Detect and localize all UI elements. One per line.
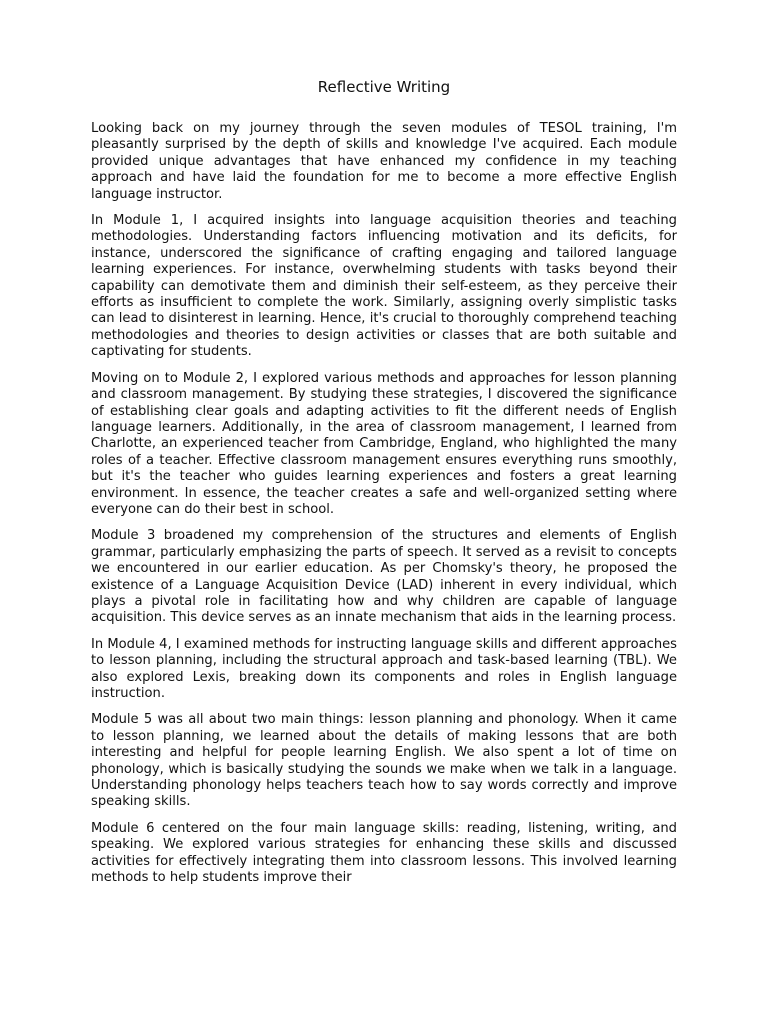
paragraph-module-5: Module 5 was all about two main things: lesson planning and phonology. When it came to lesson planning, we learned about the details of making lessons that are both interesting and helpful for people learning English. We also spent a lot of time on phonology, which is basically studying the sounds we make when we talk in a language. Understanding phonology helps teachers teach how to say words correctly and improve speaking skills. xyxy=(91,712,677,810)
paragraph-module-6: Module 6 centered on the four main language skills: reading, listening, writing, and speaking. We explored various strategies for enhancing these skills and discussed activities for effectively integrating them into classroom lessons. This involved learning methods to help students improve their xyxy=(91,820,677,886)
paragraph-intro: Looking back on my journey through the seven modules of TESOL training, I'm pleasantly surprised by the depth of skills and knowledge I've acquired. Each module provided unique advantages that have enhanced my confidence in my teaching approach and have laid the foundation for me to become a more effective English language instructor. xyxy=(91,121,677,202)
paragraph-module-1: In Module 1, I acquired insights into language acquisition theories and teaching methodologies. Understanding factors influencing motivation and its deficits, for instance, underscored the significance of crafting engaging and tailored language learning experiences. For instance, overwhelming students with tasks beyond their capability can demotivate them and diminish their self-esteem, as they perceive their efforts as insufficient to complete the work. Similarly, assigning overly simplistic tasks can lead to disinterest in learning. Hence, it's crucial to thoroughly comprehend teaching methodologies and theories to design activities or classes that are both suitable and captivating for students. xyxy=(91,213,677,360)
paragraph-module-3: Module 3 broadened my comprehension of the structures and elements of English grammar, particularly emphasizing the parts of speech. It served as a revisit to concepts we encountered in our earlier education. As per Chomsky's theory, he proposed the existence of a Language Acquisition Device (LAD) inherent in every individual, which plays a pivotal role in facilitating how and why children are capable of language acquisition. This device serves as an innate mechanism that aids in the learning process. xyxy=(91,528,677,626)
document-title: Reflective Writing xyxy=(317,78,451,96)
paragraph-module-2: Moving on to Module 2, I explored various methods and approaches for lesson planning and classroom management. By studying these strategies, I discovered the significance of establishing clear goals and adapting activities to fit the different needs of English language learners. Additionally, in the area of classroom management, I learned from Charlotte, an experienced teacher from Cambridge, England, who highlighted the many roles of a teacher. Effective classroom management ensures everything runs smoothly, but it's the teacher who guides learning experiences and fosters a great learning environment. In essence, the teacher creates a safe and well-organized setting where everyone can do their best in school. xyxy=(91,370,677,517)
paragraph-module-4: In Module 4, I examined methods for instructing language skills and different approaches to lesson planning, including the structural approach and task-based learning (TBL). We also explored Lexis, breaking down its components and roles in English language instruction. xyxy=(91,636,677,701)
document-body xyxy=(91,121,677,896)
